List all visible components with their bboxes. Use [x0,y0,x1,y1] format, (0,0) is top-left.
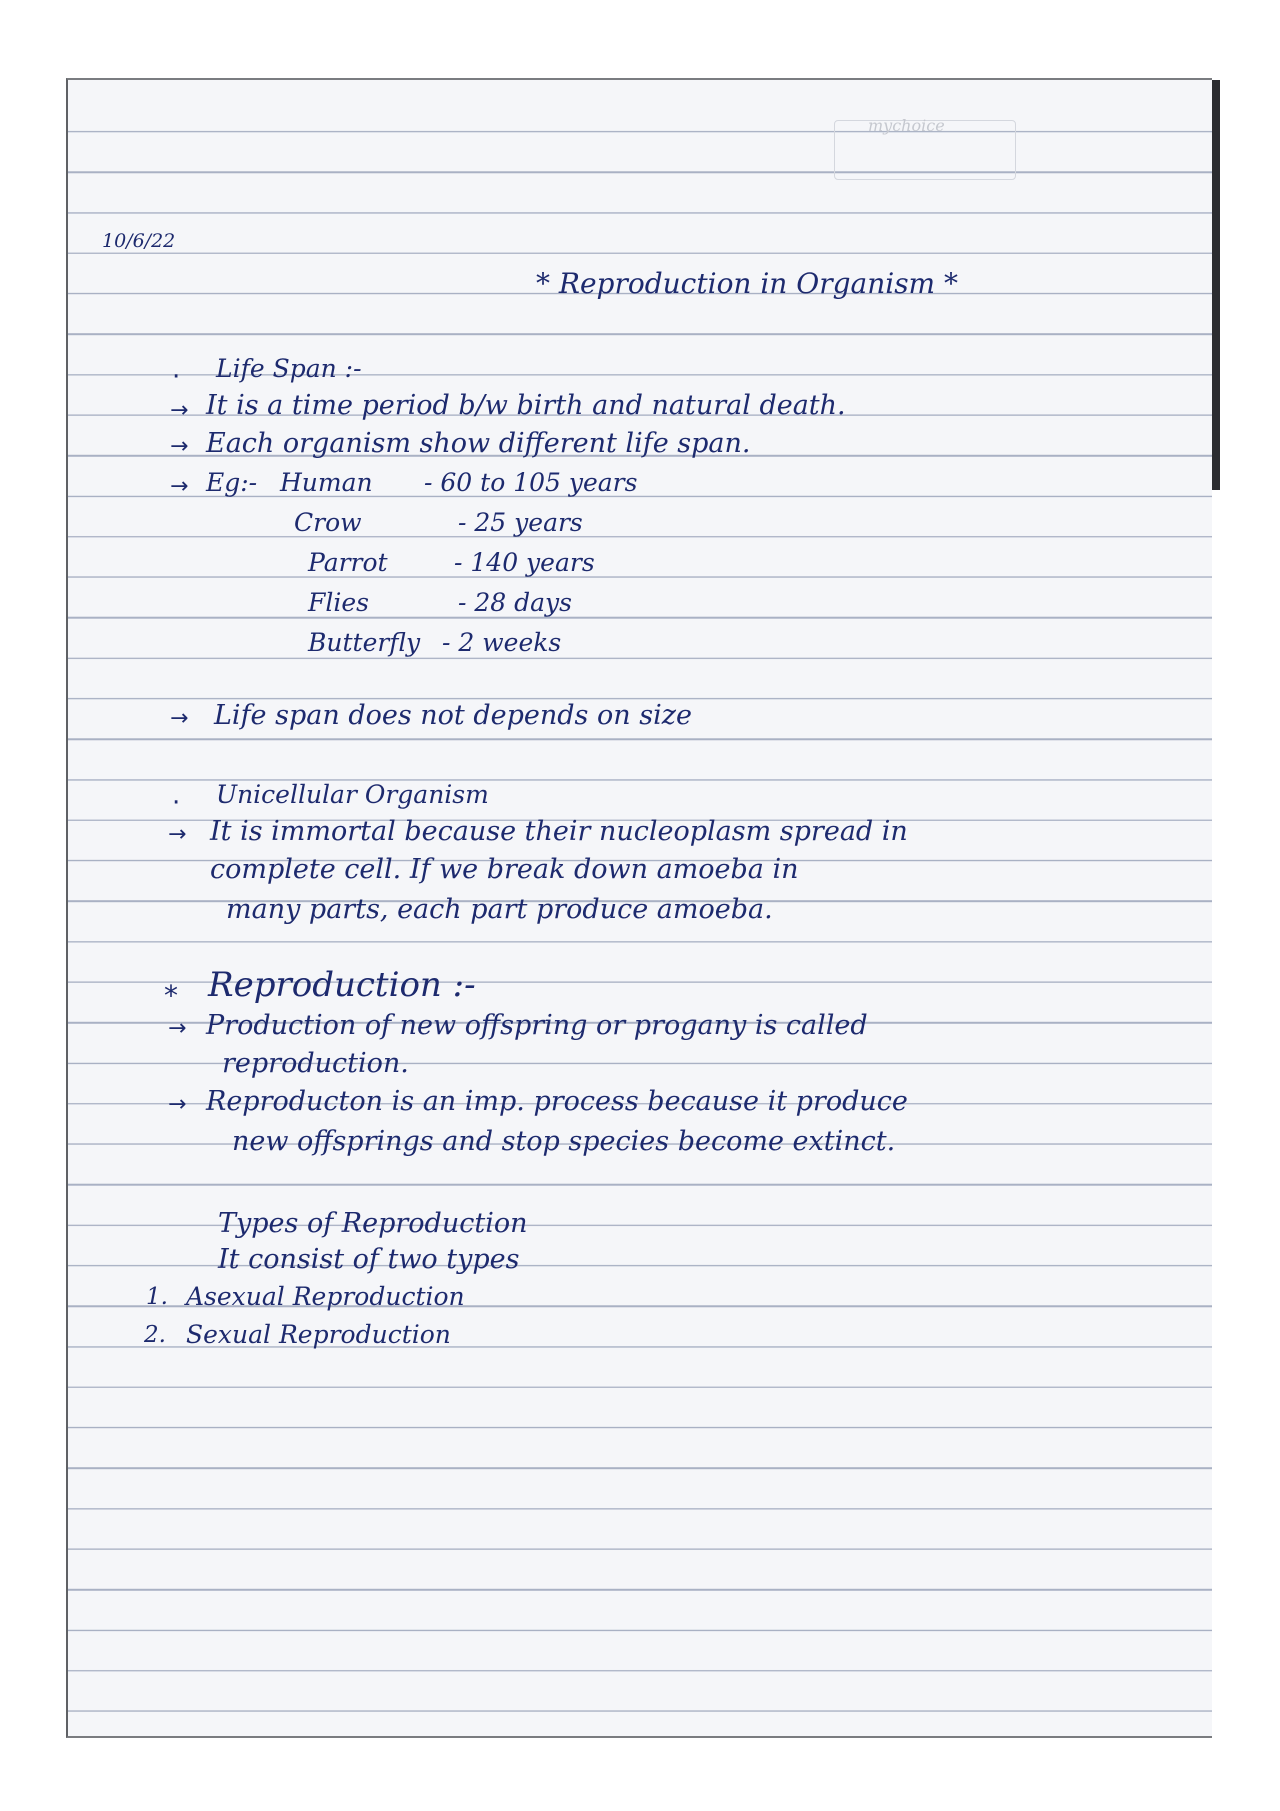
life-span-point-3: Life span does not depends on size [214,700,692,731]
arrow-marker: → [170,474,189,499]
unicellular-heading: Unicellular Organism [216,780,489,809]
example-name: Butterfly [308,628,421,657]
type-sexual: Sexual Reproduction [186,1320,451,1349]
life-span-point-1: It is a time period b/w birth and natural death. [206,390,846,421]
arrow-marker: → [168,1016,187,1041]
bullet-marker: · [172,788,181,818]
example-value: - 28 days [458,588,573,617]
types-heading: Types of Reproduction [218,1208,528,1239]
brand-logo: mychoice [868,116,945,135]
reproduction-point-2: Reproducton is an imp. process because it produce [206,1086,908,1117]
example-value: - 2 weeks [442,628,562,657]
life-span-point-2: Each organism show different life span. [206,428,751,459]
reproduction-point-1-cont: reproduction. [222,1048,409,1079]
star-marker: * [164,979,178,1012]
page-title: * Reproduction in Organism * [536,267,959,300]
unicellular-line-3: many parts, each part produce amoeba. [226,894,773,925]
date: 10/6/22 [102,230,176,252]
example-value: - 25 years [458,508,583,537]
example-value: - 140 years [454,548,595,577]
unicellular-line-1: It is immortal because their nucleoplasm spread in [210,816,908,847]
arrow-marker: → [170,434,189,459]
list-number: 1. [146,1284,168,1310]
life-span-heading: Life Span :- [216,354,362,383]
reproduction-point-1: Production of new offspring or progany is called [206,1010,868,1041]
unicellular-line-2: complete cell. If we break down amoeba in [210,854,799,885]
example-name: Parrot [308,548,388,577]
examples-prefix: Eg:- [206,468,258,497]
type-asexual: Asexual Reproduction [186,1282,465,1311]
reproduction-heading: Reproduction :- [208,965,476,1005]
list-number: 2. [144,1322,166,1348]
bullet-marker: · [172,362,181,392]
example-name: Flies [308,588,369,617]
example-name: Human [280,468,373,497]
arrow-marker: → [168,822,187,847]
arrow-marker: → [170,706,189,731]
notebook-page [66,78,1212,1738]
arrow-marker: → [170,398,189,423]
reproduction-point-2-cont: new offsprings and stop species become extinct. [232,1126,896,1157]
example-value: - 60 to 105 years [424,468,638,497]
arrow-marker: → [168,1092,187,1117]
types-intro: It consist of two types [218,1244,520,1275]
example-name: Crow [294,508,362,537]
